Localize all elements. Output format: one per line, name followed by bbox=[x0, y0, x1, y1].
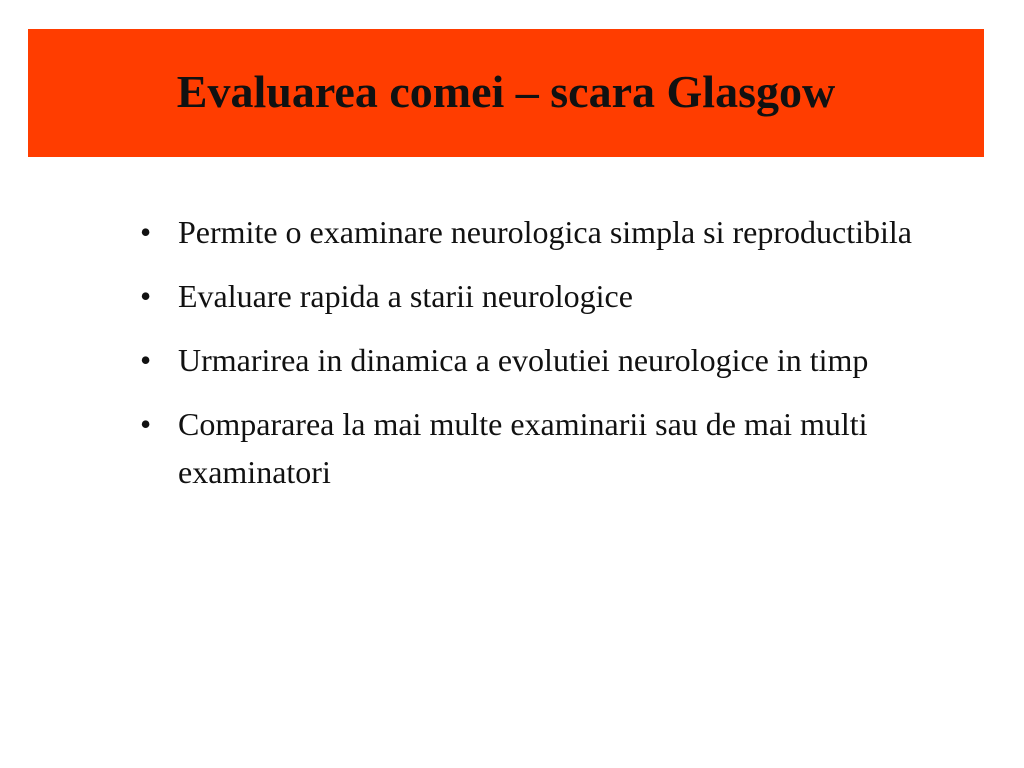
bullet-icon: • bbox=[140, 214, 152, 250]
slide-title: Evaluarea comei – scara Glasgow bbox=[176, 66, 836, 117]
bullet-icon: • bbox=[140, 342, 152, 378]
title-bar bbox=[28, 29, 984, 157]
bullet-text: Compararea la mai multe examinarii sau de mai multi examinatori bbox=[178, 406, 868, 490]
bullet-text: Evaluare rapida a starii neurologice bbox=[178, 278, 633, 314]
bullet-item bbox=[140, 272, 990, 320]
bullet-icon: • bbox=[140, 278, 152, 314]
bullet-item bbox=[140, 400, 990, 496]
bullet-text: Urmarirea in dinamica a evolutiei neurologice in timp bbox=[178, 342, 869, 378]
bullet-icon: • bbox=[140, 406, 152, 442]
bullet-item bbox=[140, 336, 990, 384]
bullet-text: Permite o examinare neurologica simpla si reproductibila bbox=[178, 214, 912, 250]
bullet-item bbox=[140, 208, 990, 256]
bullet-list bbox=[140, 208, 990, 512]
